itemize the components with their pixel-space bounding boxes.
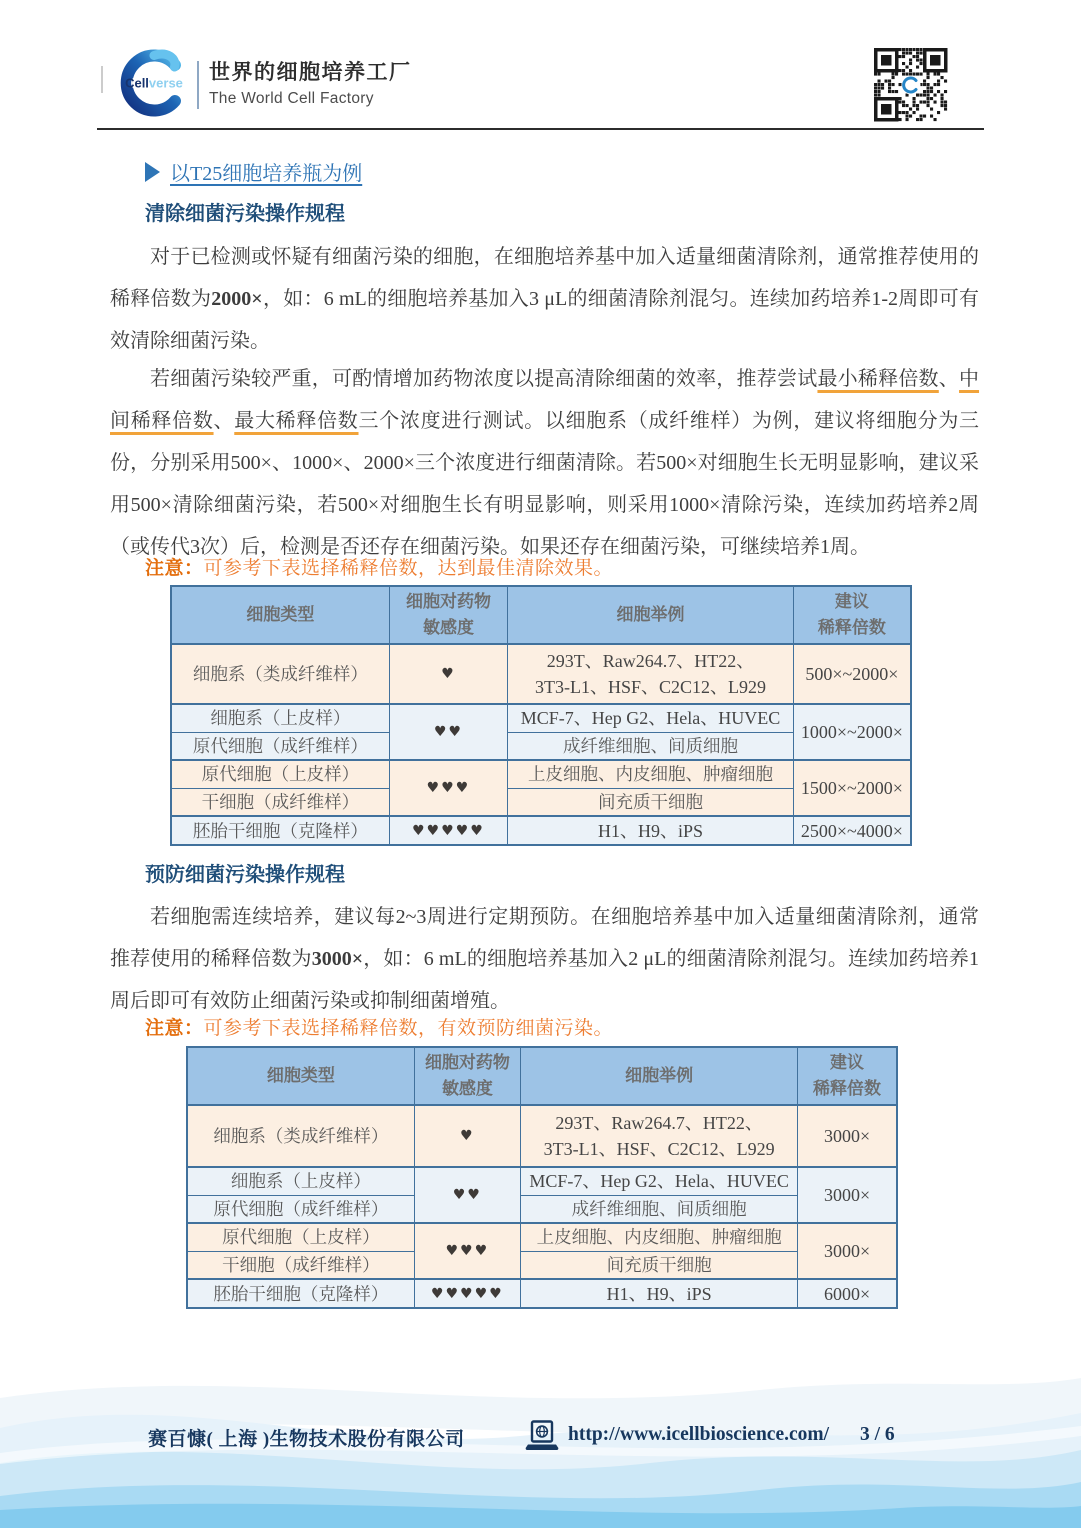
table-row xyxy=(187,1105,897,1167)
paragraph-removal-severe xyxy=(110,358,979,568)
section-heading-removal: 清除细菌污染操作规程 xyxy=(145,203,345,225)
table-cell: 胚胎干细胞（克隆样） xyxy=(187,1279,414,1308)
text-run: 若细胞需连续培养，建议每2~3周进行定期预防。在细胞培养基中加入适量细菌清除剂，通常推荐使用的稀释倍数为 xyxy=(110,906,979,970)
table-cell: 293T、Raw264.7、HT22、 3T3-L1、HSF、C2C12、L929 xyxy=(521,1105,798,1167)
text-run: ，如：6 mL的细胞培养基加入2 μL的细菌清除剂混匀。连续加药培养1周后即可有效防止细菌污染或抑制细菌增殖。 xyxy=(110,948,980,1012)
sensitivity-hearts-cell: ♥♥♥♥♥ xyxy=(389,816,507,845)
table-cell: 3000× xyxy=(798,1223,897,1279)
table-row xyxy=(187,1251,897,1279)
table-row xyxy=(171,816,911,845)
table-cell: 成纤维细胞、间质细胞 xyxy=(508,732,794,760)
sensitivity-hearts-cell: ♥♥ xyxy=(389,704,507,760)
table-cell: 上皮细胞、内皮细胞、肿瘤细胞 xyxy=(508,760,794,788)
section-heading-prevention: 预防细菌污染操作规程 xyxy=(145,864,345,886)
underlined-term: 最大稀释倍数 xyxy=(234,410,359,432)
example-title-line xyxy=(145,157,362,186)
table-cell: 细胞系（上皮样） xyxy=(171,704,389,732)
paragraph-removal-dosage xyxy=(110,236,979,362)
prevention-dilution-table xyxy=(186,1046,898,1309)
footer-company-name: 赛百慷( 上海 )生物技术股份有限公司 xyxy=(148,1429,465,1450)
table-cell: 293T、Raw264.7、HT22、 3T3-L1、HSF、C2C12、L929 xyxy=(508,644,794,704)
table-cell: H1、H9、iPS xyxy=(508,816,794,845)
table-cell: 细胞系（类成纤维样） xyxy=(187,1105,414,1167)
text-run: 、 xyxy=(213,410,235,432)
note-text: 可参考下表选择稀释倍数，达到最佳清除效果。 xyxy=(203,558,614,579)
text-run: 、 xyxy=(938,368,960,390)
brand-divider xyxy=(197,61,199,109)
table-cell: H1、H9、iPS xyxy=(521,1279,798,1308)
table-cell: 6000× xyxy=(798,1279,897,1308)
table-column-header: 建议 稀释倍数 xyxy=(798,1047,897,1105)
note-label: 注意： xyxy=(145,558,204,579)
bold-value: 2000× xyxy=(211,288,263,310)
arrow-right-icon xyxy=(145,162,160,182)
sensitivity-hearts-cell: ♥♥♥ xyxy=(389,760,507,816)
example-title-link[interactable]: 以T25细胞培养瓶为例 xyxy=(170,163,363,185)
table-cell: 干细胞（成纤维样） xyxy=(187,1251,414,1279)
table-cell: 原代细胞（成纤维样） xyxy=(171,732,389,760)
table-cell: 上皮细胞、内皮细胞、肿瘤细胞 xyxy=(521,1223,798,1251)
table-cell: 间充质干细胞 xyxy=(521,1251,798,1279)
laptop-globe-icon xyxy=(524,1420,560,1452)
brand-slogan-en: The World Cell Factory xyxy=(209,90,374,107)
left-edge-tick xyxy=(101,66,103,93)
svg-text:Cellverse: Cellverse xyxy=(125,75,183,91)
table-column-header: 细胞对药物 敏感度 xyxy=(414,1047,521,1105)
qr-code-graphic xyxy=(872,46,950,124)
note-removal xyxy=(145,553,613,580)
header-rule xyxy=(97,128,984,130)
table-row xyxy=(171,760,911,788)
text-run: ，如：6 mL的细胞培养基加入3 μL的细菌清除剂混匀。连续加药培养1-2周即可有效清除细菌污染。 xyxy=(110,288,980,352)
table-cell: 间充质干细胞 xyxy=(508,788,794,816)
table-cell: 原代细胞（上皮样） xyxy=(187,1223,414,1251)
table-cell: 原代细胞（上皮样） xyxy=(171,760,389,788)
sensitivity-hearts-cell: ♥♥♥ xyxy=(414,1223,521,1279)
table-cell: 细胞系（上皮样） xyxy=(187,1167,414,1195)
table-cell: 成纤维细胞、间质细胞 xyxy=(521,1195,798,1223)
table-column-header: 建议 稀释倍数 xyxy=(793,586,911,644)
table-cell: MCF-7、Hep G2、Hela、HUVEC xyxy=(521,1167,798,1195)
table-cell: 干细胞（成纤维样） xyxy=(171,788,389,816)
dilution-table xyxy=(186,1046,898,1309)
sensitivity-hearts-cell: ♥ xyxy=(414,1105,521,1167)
table-row xyxy=(187,1167,897,1195)
footer-page-number: 3 / 6 xyxy=(860,1424,895,1445)
footer-website-url[interactable]: http://www.icellbioscience.com/ xyxy=(568,1424,830,1445)
text-run: 若细菌污染较严重，可酌情增加药物浓度以提高清除细菌的效率，推荐尝试 xyxy=(150,368,818,390)
table-column-header: 细胞举例 xyxy=(508,586,794,644)
website-icon xyxy=(524,1420,560,1452)
sensitivity-hearts-cell: ♥♥♥♥♥ xyxy=(414,1279,521,1308)
note-prevention xyxy=(145,1013,613,1040)
table-cell: 1000×~2000× xyxy=(793,704,911,760)
table-cell: 500×~2000× xyxy=(793,644,911,704)
brand-slogan-zh: 世界的细胞培养工厂 xyxy=(209,61,412,84)
cellverse-logo xyxy=(114,48,188,118)
table-row xyxy=(187,1223,897,1251)
table-row xyxy=(187,1195,897,1223)
table-column-header: 细胞举例 xyxy=(521,1047,798,1105)
note-text: 可参考下表选择稀释倍数，有效预防细菌污染。 xyxy=(203,1018,614,1039)
cellverse-logo-icon xyxy=(114,48,188,118)
paragraph-prevention xyxy=(110,896,979,1022)
table-column-header: 细胞类型 xyxy=(187,1047,414,1105)
underlined-term: 最小稀释倍数 xyxy=(817,368,939,390)
text-run: 三个浓度进行测试。以细胞系（成纤维样）为例，建议将细胞分为三份，分别采用500×、1000×、2000×三个浓度进行细菌清除。若500×对细胞生长无明显影响，建议采用500×清除细菌污染，若500×对细胞生长有明显影响，则采用1000×清除污染，连续加药培养2周（或传代3次）后，检测是否还存在细菌污染。如果还存在细菌污染，可继续培养1周。 xyxy=(110,410,980,558)
text-run: 对于已检测或怀疑有细菌污染的细胞，在细胞培养基中加入适量细菌清除剂，通常推荐使用的稀释倍数为 xyxy=(110,246,979,310)
table-cell: 胚胎干细胞（克隆样） xyxy=(171,816,389,845)
bold-value: 3000× xyxy=(311,948,364,970)
table-row xyxy=(171,644,911,704)
underlined-term: 中间稀释倍数 xyxy=(110,368,980,432)
sensitivity-hearts-cell: ♥♥ xyxy=(414,1167,521,1223)
table-cell: 2500×~4000× xyxy=(793,816,911,845)
sensitivity-hearts-cell: ♥ xyxy=(389,644,507,704)
note-label: 注意： xyxy=(145,1018,204,1039)
brand-block xyxy=(209,56,412,108)
dilution-table xyxy=(170,585,912,846)
table-cell: 1500×~2000× xyxy=(793,760,911,816)
table-column-header: 细胞对药物 敏感度 xyxy=(389,586,507,644)
removal-dilution-table xyxy=(170,585,912,846)
table-cell: 细胞系（类成纤维样） xyxy=(171,644,389,704)
table-cell: 3000× xyxy=(798,1105,897,1167)
qr-code xyxy=(872,46,950,124)
table-cell: MCF-7、Hep G2、Hela、HUVEC xyxy=(508,704,794,732)
table-cell: 3000× xyxy=(798,1167,897,1223)
table-row xyxy=(171,704,911,732)
table-row xyxy=(187,1279,897,1308)
table-column-header: 细胞类型 xyxy=(171,586,389,644)
table-cell: 原代细胞（成纤维样） xyxy=(187,1195,414,1223)
